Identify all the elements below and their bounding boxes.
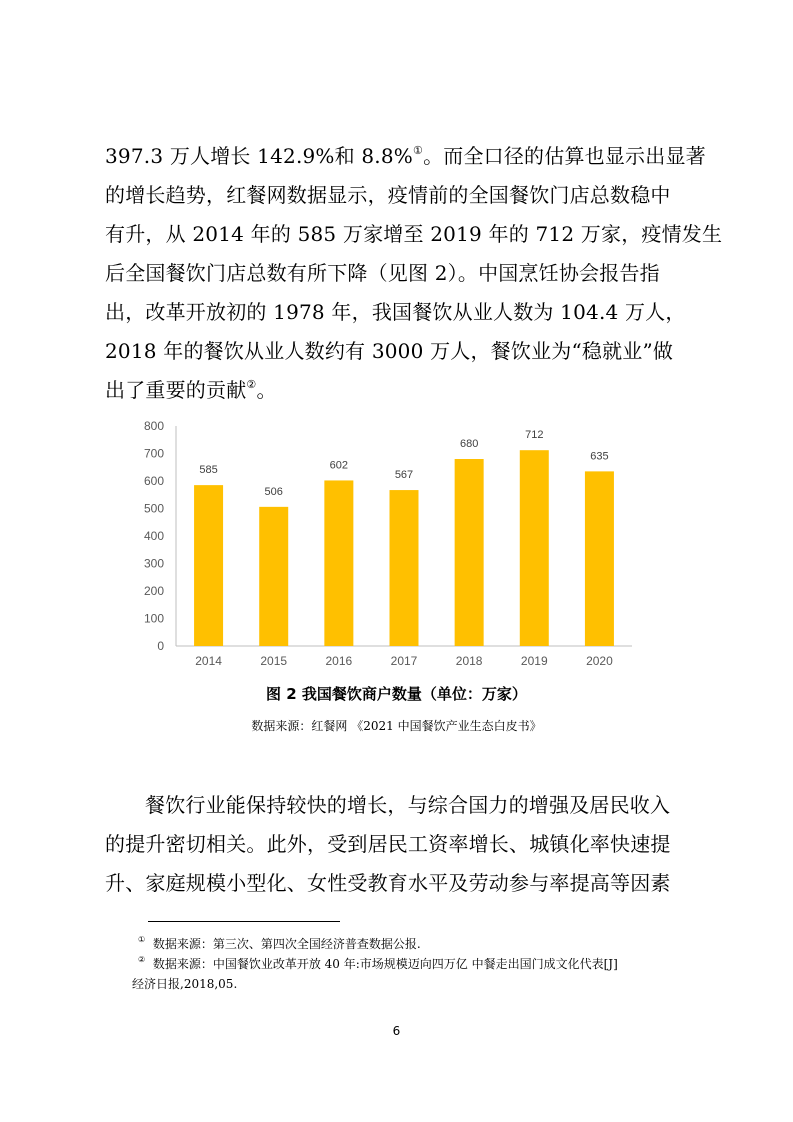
footnote-ref[interactable]: ① xyxy=(413,144,424,157)
body-paragraph-2 xyxy=(105,786,695,903)
bar xyxy=(585,471,614,646)
y-tick-label: 0 xyxy=(157,639,164,653)
footnote-text: 数据来源：中国餐饮业改革开放 40 年:市场规模迈向四万亿 中餐走出国门成文化代表[J] xyxy=(152,957,618,971)
footnote-2-cont xyxy=(132,974,732,994)
figure-caption: 图 2 我国餐饮商户数量（单位：万家） xyxy=(266,685,527,703)
data-label: 635 xyxy=(590,450,609,463)
footnote-text: 经济日报,2018,05. xyxy=(132,977,238,991)
data-label: 680 xyxy=(459,438,479,450)
y-tick-label: 400 xyxy=(143,529,164,543)
x-tick-label: 2017 xyxy=(390,654,418,668)
bar xyxy=(520,450,549,646)
bar-chart-svg xyxy=(110,412,670,674)
y-tick-label: 700 xyxy=(143,446,164,461)
y-tick-label: 300 xyxy=(143,556,164,571)
y-tick-label: 200 xyxy=(143,584,164,598)
y-tick-label: 500 xyxy=(143,501,164,516)
bar xyxy=(259,507,288,646)
page-number: 6 xyxy=(392,1024,401,1038)
text-line: 397.3 万人增长 142.9%和 8.8%①。而全口径的估算也显示出显著 xyxy=(105,144,706,168)
footnote-1 xyxy=(138,934,738,954)
bar-chart xyxy=(110,412,670,674)
data-label: 602 xyxy=(329,459,349,472)
footnote-divider xyxy=(148,921,340,922)
footnote-mark: ② xyxy=(138,955,146,964)
footnote-text: 数据来源：第三次、第四次全国经济普查数据公报. xyxy=(152,937,421,951)
text-line: 的提升密切相关。此外，受到居民工资率增长、城镇化率快速提 xyxy=(105,832,671,856)
x-tick-label: 2020 xyxy=(586,654,613,668)
y-tick-label: 800 xyxy=(143,419,164,433)
data-label: 506 xyxy=(264,485,283,498)
bar xyxy=(324,480,353,646)
text-line: 出了重要的贡献②。 xyxy=(105,378,277,402)
footnote-ref[interactable]: ② xyxy=(246,378,257,391)
data-label: 585 xyxy=(199,464,218,477)
text-line: 出，改革开放初的 1978 年，我国餐饮从业人数为 104.4 万人， xyxy=(105,300,686,324)
text-line: 2018 年的餐饮从业人数约有 3000 万人，餐饮业为“稳就业”做 xyxy=(105,339,674,363)
text-line: 的增长趋势，红餐网数据显示，疫情前的全国餐饮门店总数稳中 xyxy=(105,183,671,207)
footnote-2 xyxy=(138,954,738,974)
text-line: 有升，从 2014 年的 585 万家增至 2019 年的 712 万家，疫情发生 xyxy=(105,222,723,246)
body-paragraph-1 xyxy=(105,137,723,410)
x-tick-label: 2016 xyxy=(325,654,353,668)
text-line: 餐饮行业能保持较快的增长，与综合国力的增强及居民收入 xyxy=(145,793,671,817)
x-tick-label: 2015 xyxy=(260,654,288,668)
bar xyxy=(390,490,419,646)
bar xyxy=(194,485,223,646)
footnote-mark: ① xyxy=(138,935,146,944)
y-tick-label: 600 xyxy=(143,474,164,488)
data-label: 567 xyxy=(394,469,414,482)
figure-source: 数据来源：红餐网 《2021 中国餐饮产业生态白皮书》 xyxy=(251,719,542,733)
x-tick-label: 2014 xyxy=(195,654,222,668)
x-tick-label: 2019 xyxy=(520,654,548,668)
data-label: 712 xyxy=(525,429,544,442)
y-tick-label: 100 xyxy=(143,611,164,626)
text-line: 升、家庭规模小型化、女性受教育水平及劳动参与率提高等因素 xyxy=(105,871,671,895)
bar xyxy=(455,459,484,646)
text-line: 后全国餐饮门店总数有所下降（见图 2）。中国烹饪协会报告指 xyxy=(105,261,660,285)
x-tick-label: 2018 xyxy=(455,654,483,668)
